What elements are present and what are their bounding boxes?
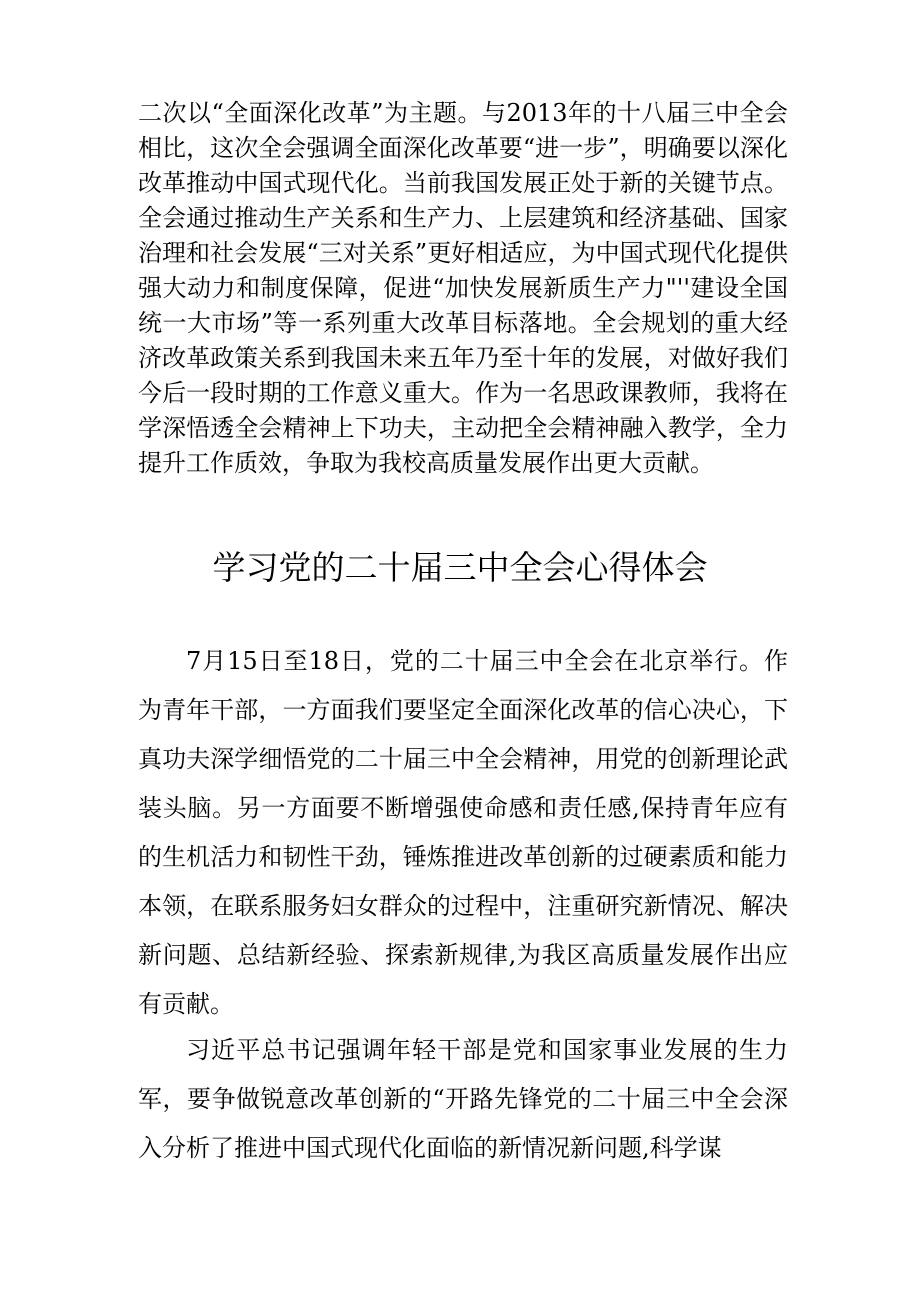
body-paragraph-2: 习近平总书记强调年轻干部是党和国家事业发展的生力军，要争做锐意改革创新的“开路先锋党的二十届三中全会深入分析了推进中国式现代化面临的新情况新问题,科学谋 (138, 1036, 788, 1162)
intro-paragraph: 二次以“全面深化改革”为主题。与2013年的十八届三中全会相比，这次全会强调全面深化改革要“进一步”，明确要以深化改革推动中国式现代化。当前我国发展正处于新的关键节点。全会通过推动生产关系和生产力、上层建筑和经济基础、国家治理和社会发展“三对关系”更好相适应，为中国式现代化提供强大动力和制度保障，促进“加快发展新质生产力"''建设全国统一大市场”等一系列重大改革目标落地。全会规划的重大经济改革政策关系到我国未来五年乃至十年的发展，对做好我们今后一段时期的工作意义重大。作为一名思政课教师，我将在学深悟透全会精神上下功夫，主动把全会精神融入教学，全力提升工作质效，争取为我校高质量发展作出更大贡献。 (138, 99, 788, 477)
document-title: 学习党的二十届三中全会心得体会 (212, 548, 708, 587)
body-paragraph-1: 7月15日至18日，党的二十届三中全会在北京举行。作为青年干部，一方面我们要坚定全面深化改革的信心决心，下真功夫深学细悟党的二十届三中全会精神，用党的创新理论武装头脑。另一方面要不断增强使命感和责任感,保持青年应有的生机活力和韧性干劲，锤炼推进改革创新的过硬素质和能力本领，在联系服务妇女群众的过程中，注重研究新情况、解决新问题、总结新经验、探索新规律,为我区高质量发展作出应有贡献。 (138, 647, 788, 1018)
